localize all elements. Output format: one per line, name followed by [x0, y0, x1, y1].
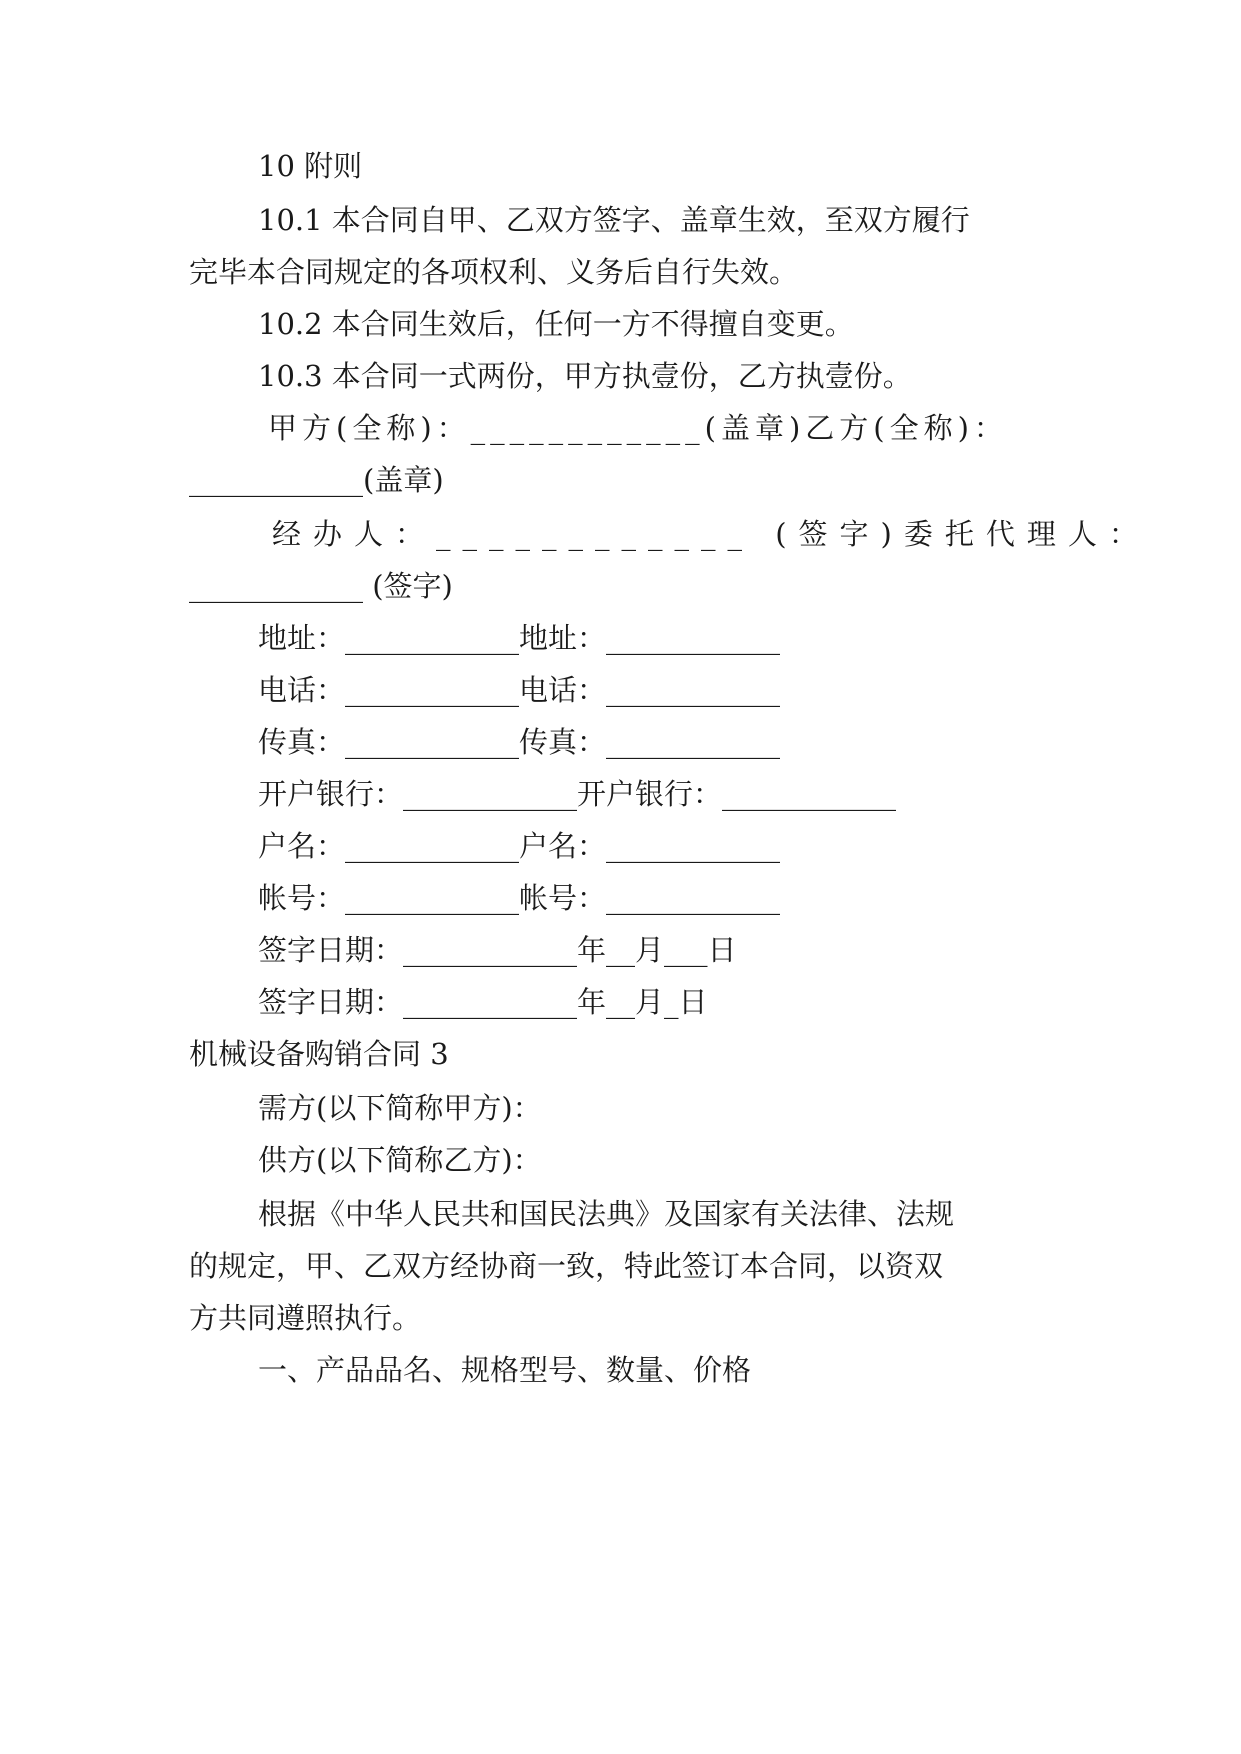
supplier-line: 供方(以下简称乙方)： — [258, 1143, 542, 1177]
preamble-line-3: 方共同遵照执行。 — [189, 1301, 422, 1335]
preamble-line-1: 根据《中华人民共和国民法典》及国家有关法律、法规 — [258, 1197, 955, 1231]
buyer-line: 需方(以下简称甲方)： — [258, 1091, 542, 1125]
contract-title: 机械设备购销合同 3 — [189, 1037, 449, 1071]
section-one-heading: 一、产品品名、规格型号、数量、价格 — [258, 1353, 752, 1387]
sign-date-line-b: 签字日期：____________年__月_日 — [258, 985, 708, 1019]
bank-line: 开户银行：____________开户银行：____________ — [258, 777, 897, 811]
section-heading: 10 附则 — [258, 149, 363, 183]
account-name-line: 户名：____________户名：____________ — [258, 829, 781, 863]
clause-10-1-continued: 完毕本合同规定的各项权利、义务后自行失效。 — [189, 255, 799, 289]
clause-10-3: 10.3 本合同一式两份，甲方执壹份，乙方执壹份。 — [258, 359, 912, 393]
clause-10-2: 10.2 本合同生效后，任何一方不得擅自变更。 — [258, 307, 854, 341]
fax-line: 传真：____________传真：____________ — [258, 725, 781, 759]
party-b-name-line: ____________(盖章) — [189, 463, 444, 497]
sign-date-line-a: 签字日期：____________年__月___日 — [258, 933, 737, 967]
account-number-line: 帐号：____________帐号：____________ — [258, 881, 781, 915]
phone-line: 电话：____________电话：____________ — [258, 673, 781, 707]
agent-signature-line: ____________ (签字) — [189, 569, 453, 603]
clause-10-1: 10.1 本合同自甲、乙双方签字、盖章生效，至双方履行 — [258, 203, 970, 237]
party-a-name-line: 甲方(全称)：____________(盖章)乙方(全称)： — [268, 411, 1008, 445]
agent-line: 经办人：____________ (签字)委托代理人： — [272, 517, 1150, 551]
preamble-line-2: 的规定，甲、乙双方经协商一致，特此签订本合同，以资双 — [189, 1249, 944, 1283]
address-line: 地址：____________地址：____________ — [258, 621, 781, 655]
